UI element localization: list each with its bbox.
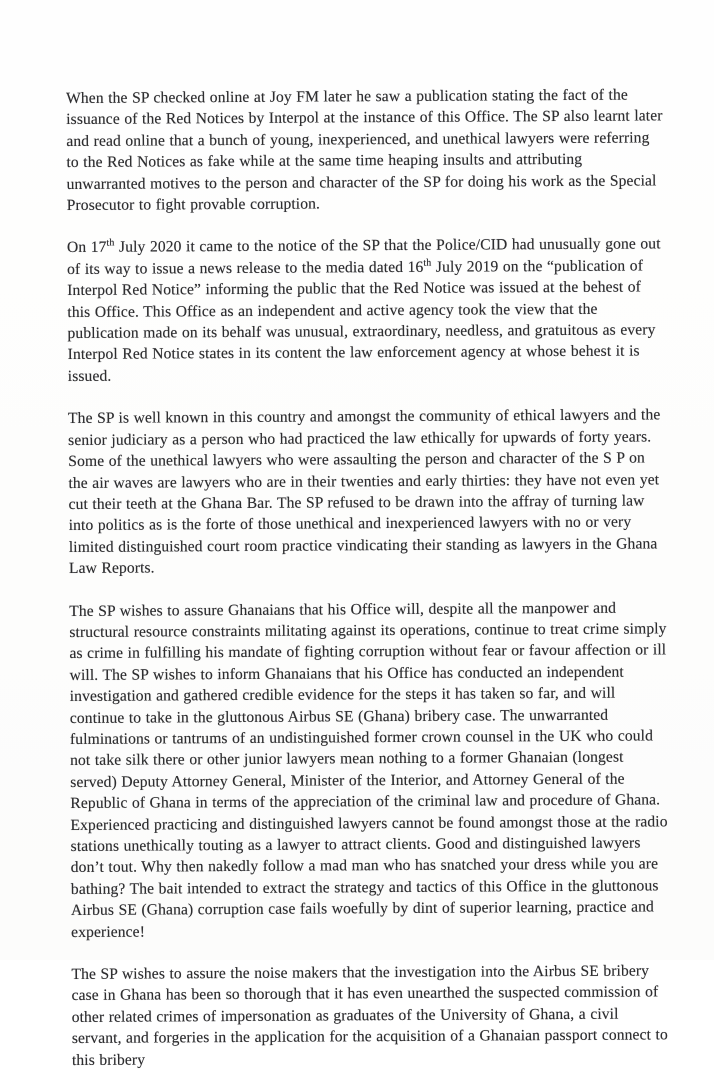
paragraph-1: When the SP checked online at Joy FM later he saw a publication stating the fact of the issuance of the Red Notices by Interpol at the instance of this Office. The SP also learnt later and read online that a bunch of young, inexperienced, and unethical lawyers were referring to the Red Notices as fake while at the same time heaping insults and attributing unwarranted motives to the person and character of the SP for doing his work as the Special Prosecutor to fight provable corruption.	[66, 86, 663, 215]
paragraph-2: On 17th July 2020 it came to the notice of the SP that the Police/CID had unusually gone out of its way to issue a news release to the media dated 16th July 2019 on the “publication of Interpol Red Notice” informing the public that the Red Notice was issued at the behest of this Office. This Office as an independent and active agency took the view that the publication made on its behalf was unusual, extraordinary, needless, and gratuitous as every Interpol Red Notice states in its content the law enforcement agency at whose behest it is issued.	[66, 235, 661, 385]
paragraph-4: The SP wishes to assure Ghanaians that his Office will, despite all the manpower and structural resource constraints militating against its operations, continue to treat crime simply as crime in fulfilling his mandate of fighting corruption without fear or favour affection or ill will. The SP wishes to inform Ghanaians that his Office has conducted an independent investigation and gathered credible evidence for the steps it has taken so far, and will continue to take in the gluttonous Airbus SE (Ghana) bribery case. The unwarranted fulminations or tantrums of an undistinguished former crown counsel in the UK who could not take silk there or other junior lawyers mean nothing to a former Ghanaian (longest served) Deputy Attorney General, Minister of the Interior, and Attorney General of the Republic of Ghana in terms of the appreciation of the criminal law and procedure of Ghana. Experienced practicing and distinguished lawyers cannot be found amongst those at the radio stations unethically touting as a lawyer to attract clients. Good and distinguished lawyers don’t tout. Why then nakedly follow a mad man who has snatched your dress while you are bathing? The bait intended to extract the strategy and tactics of this Office in the gluttonous Airbus SE (Ghana) corruption case fails woefully by dint of superior learning, practice and experience!	[69, 599, 668, 941]
paragraph-3: The SP is well known in this country and amongst the community of ethical lawyers and the senior judiciary as a person who had practiced the law ethically for upwards of forty years. Some of the unethical lawyers who were assaulting the person and character of the S P on the air waves are lawyers who are in their twenties and early thirties: they have not even yet cut their teeth at the Ghana Bar. The SP refused to be drawn into the affray of turning law into politics as is the forte of those unethical and inexperienced lawyers with no or very limited distinguished court room practice vindicating their standing as lawyers in the Ghana Law Reports.	[67, 406, 661, 578]
paragraph-5: The SP wishes to assure the noise makers that the investigation into the Airbus SE bribery case in Ghana has been so thorough that it has even unearthed the suspected commission of other related crimes of impersonation as graduates of the University of Ghana, a civil servant, and forgeries in the application for the acquisition of a Ghanaian passport connect to this bribery	[71, 962, 668, 1069]
document-text-block	[66, 84, 670, 1092]
